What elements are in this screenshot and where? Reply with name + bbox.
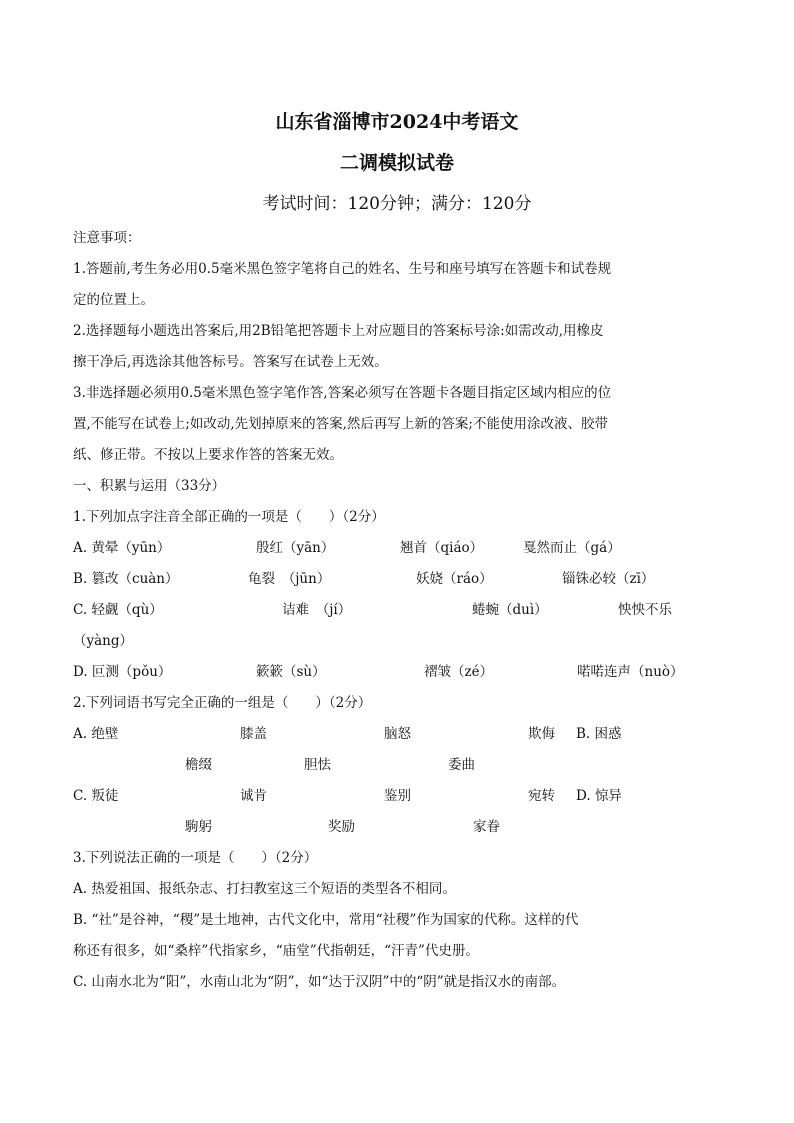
q3-stem: 3.下列说法正确的一项是（ ）（2分） bbox=[73, 850, 318, 866]
q1-option-c-cont: （yàng） bbox=[73, 633, 134, 649]
q1-option-d-4: 喏喏连声（nuò） bbox=[577, 664, 684, 680]
q2-option-b-3: 胆怯 bbox=[304, 757, 331, 773]
q2-option-c-1: C. 叛徒 bbox=[73, 788, 119, 804]
note-2-line-2: 擦干净后,再选涂其他答标号。答案写在试卷上无效。 bbox=[73, 354, 388, 370]
q1-option-b-1: B. 篡改（cuàn） bbox=[73, 571, 179, 587]
q2-option-a-2: 膝盖 bbox=[240, 726, 267, 742]
q2-option-d-2: 駒躬 bbox=[185, 819, 212, 835]
q1-option-a-3: 翘首（qiáo） bbox=[400, 540, 484, 556]
q1-option-a-4: 戛然而止（gá） bbox=[523, 540, 621, 556]
q2-option-a-1: A. 绝壁 bbox=[73, 726, 119, 742]
q2-option-a-4: 欺侮 bbox=[528, 726, 555, 742]
q1-option-b-2: 龟裂 （jūn） bbox=[248, 571, 331, 587]
q2-option-b-4: 委曲 bbox=[448, 757, 475, 773]
q3-option-c: C. 山南水北为“阳”，水南山北为“阴”，如“达于汉阴”中的“阴”就是指汉水的南部。 bbox=[73, 974, 566, 990]
q1-option-d-2: 簌簌（sù） bbox=[256, 664, 326, 680]
exam-title-line1: 山东省淄博市2024中考语文 bbox=[275, 111, 519, 133]
note-3-line-3: 纸、修正带。不按以上要求作答的答案无效。 bbox=[73, 447, 343, 463]
q3-option-a: A. 热爱祖国、报纸杂志、打扫教室这三个短语的类型各不相同。 bbox=[73, 881, 456, 897]
q3-option-b-line-2: 称还有很多，如“桑梓”代指家乡，“庙堂”代指朝廷，“汗青”代史册。 bbox=[73, 943, 479, 959]
q2-option-c-2: 诚肯 bbox=[240, 788, 267, 804]
notes-heading: 注意事项： bbox=[73, 230, 141, 246]
q1-option-c-4: 怏怏不乐 bbox=[618, 602, 672, 618]
q1-option-b-3: 妖娆（ráo） bbox=[416, 571, 493, 587]
q1-option-a-2: 殷红（yān） bbox=[256, 540, 335, 556]
q1-stem: 1.下列加点字注音全部正确的一项是（ ）（2分） bbox=[73, 509, 385, 525]
note-1-line-2: 定的位置上。 bbox=[73, 292, 154, 308]
note-2-line-1: 2.选择题每小题选出答案后,用2B铅笔把答题卡上对应题目的答案标号涂:如需改动,用橡皮 bbox=[73, 323, 604, 339]
note-3-line-1: 3.非选择题必须用0.5毫米黑色签字笔作答,答案必须写在答题卡各题目指定区域内相应的位 bbox=[73, 385, 612, 401]
section-1-heading: 一、积累与运用（33分） bbox=[73, 478, 226, 494]
q2-option-d-3: 奖励 bbox=[328, 819, 355, 835]
q3-option-b-line-1: B. “社”是谷神，“稷”是土地神，古代文化中，常用“社稷”作为国家的代称。这样的代 bbox=[73, 912, 579, 928]
q1-option-c-2: 诘难 （jí） bbox=[282, 602, 352, 618]
q2-option-d-1: D. 惊异 bbox=[576, 788, 622, 804]
note-1-line-1: 1.答题前,考生务必用0.5毫米黑色签字笔将自己的姓名、生号和座号填写在答题卡和试卷规 bbox=[73, 261, 612, 277]
q2-option-a-3: 脑怒 bbox=[384, 726, 411, 742]
exam-title-line2: 二调模拟试卷 bbox=[339, 152, 454, 174]
q2-option-c-3: 鉴别 bbox=[384, 788, 411, 804]
q1-option-b-4: 锱铢必较（zī） bbox=[562, 571, 655, 587]
q2-option-d-4: 家眷 bbox=[473, 819, 500, 835]
q2-option-b-1: B. 困惑 bbox=[576, 726, 622, 742]
note-3-line-2: 置,不能写在试卷上;如改动,先划掉原来的答案,然后再写上新的答案;不能使用涂改液、胶带 bbox=[73, 416, 608, 432]
q2-stem: 2.下列词语书写完全正确的一组是（ ）（2分） bbox=[73, 695, 372, 711]
q1-option-c-1: C. 轻觑（qù） bbox=[73, 602, 163, 618]
q1-option-d-3: 褶皱（zé） bbox=[424, 664, 494, 680]
q1-option-a-1: A. 黄晕（yūn） bbox=[73, 540, 171, 556]
q2-option-b-2: 檐缀 bbox=[185, 757, 212, 773]
q1-option-d-1: D. 叵测（pǒu） bbox=[73, 664, 172, 680]
exam-info: 考试时间：120分钟；满分：120分 bbox=[262, 194, 532, 214]
q1-option-c-3: 蜷蜿（duì） bbox=[472, 602, 548, 618]
q2-option-c-4: 宛转 bbox=[528, 788, 555, 804]
